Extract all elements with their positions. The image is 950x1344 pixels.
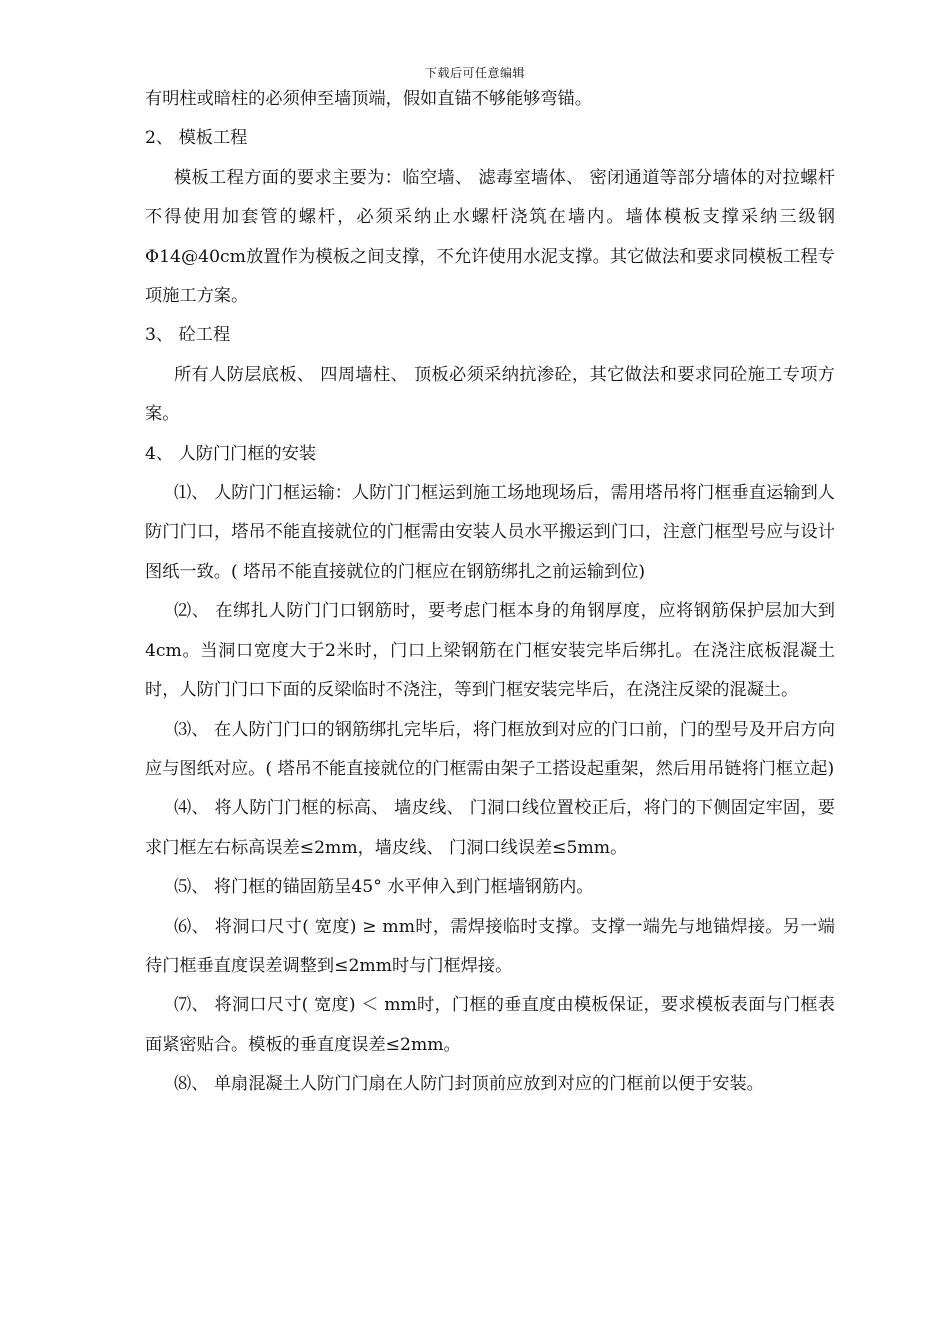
list-item: ⑺、 将洞口尺寸( 宽度) ＜ mm时，门框的垂直度由模板保证，要求模板表面与门框表面紧密贴合。模板的垂直度误差≤2mm。 bbox=[145, 995, 835, 1055]
paragraph: 所有人防层底板、 四周墙柱、 顶板必须采纳抗渗砼，其它做法和要求同砼施工专项方案。 bbox=[145, 364, 835, 425]
list-item: ⑴、 人防门门框运输：人防门门框运到施工场地现场后，需用塔吊将门框垂直运输到人防门门口，塔吊不能直接就位的门框需由安装人员水平搬运到门口，注意门框型号应与设计图纸一致。( 塔吊不能直接就位的门框应在钢筋绑扎之前运输到位) bbox=[145, 483, 835, 582]
list-item: ⑶、 在人防门门口的钢筋绑扎完毕后，将门框放到对应的门口前，门的型号及开启方向应与图纸对应。( 塔吊不能直接就位的门框需由架子工搭设起重架，然后用吊链将门框立起) bbox=[145, 719, 835, 779]
paragraph: 有明柱或暗柱的必须伸至墙顶端，假如直锚不够能够弯锚。 bbox=[145, 89, 592, 109]
list-item: ⑵、 在绑扎人防门门口钢筋时，要考虑门框本身的角钢厚度，应将钢筋保护层加大到4cm。当洞口宽度大于2米时，门口上梁钢筋在门框安装完毕后绑扎。在浇注底板混凝土时，人防门门口下面的反梁临时不浇注，等到门框安装完毕后，在浇注反梁的混凝土。 bbox=[145, 601, 835, 701]
list-item: ⑹、 将洞口尺寸( 宽度) ≥ mm时，需焊接临时支撑。支撑一端先与地锚焊接。另一端待门框垂直度误差调整到≤2mm时与门框焊接。 bbox=[145, 916, 835, 976]
paragraph: 模板工程方面的要求主要为：临空墙、 滤毒室墙体、 密闭通道等部分墙体的对拉螺杆不得使用加套管的螺杆，必须采纳止水螺杆浇筑在墙内。墙体模板支撑采纳三级钢Φ14@40cm放置作为模板之间支撑，不允许使用水泥支撑。其它做法和要求同模板工程专项施工方案。 bbox=[145, 167, 835, 307]
list-item: ⑷、 将人防门门框的标高、 墙皮线、 门洞口线位置校正后，将门的下侧固定牢固，要求门框左右标高误差≤2mm，墙皮线、 门洞口线误差≤5mm。 bbox=[145, 798, 835, 858]
section-heading: 4、 人防门门框的安装 bbox=[145, 443, 317, 464]
list-item: ⑻、 单扇混凝土人防门门扇在人防门封顶前应放到对应的门框前以便于安装。 bbox=[174, 1074, 764, 1095]
page-header: 下载后可任意编辑 bbox=[424, 66, 525, 80]
document-body bbox=[145, 80, 835, 1105]
section-heading: 3、 砼工程 bbox=[145, 325, 231, 346]
section-heading: 2、 模板工程 bbox=[145, 128, 248, 149]
list-item: ⑸、 将门框的锚固筋呈45° 水平伸入到门框墙钢筋内。 bbox=[174, 877, 594, 898]
